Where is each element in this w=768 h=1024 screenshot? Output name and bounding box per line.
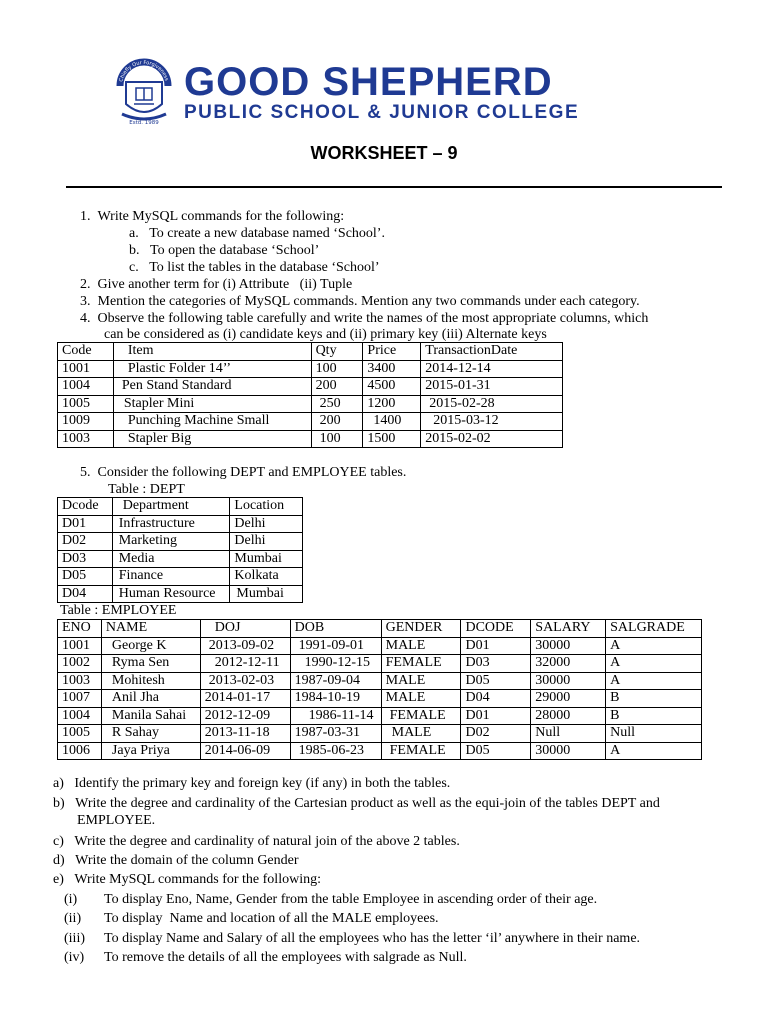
column-header: SALGRADE <box>606 620 702 638</box>
table-cell: 1007 <box>58 690 102 708</box>
table-cell: Anil Jha <box>101 690 200 708</box>
table-cell: 32000 <box>531 655 606 673</box>
items-table-header <box>58 343 563 361</box>
subitem-number: (iii) <box>64 931 85 946</box>
question-4-line2: can be considered as (i) candidate keys and (ii) primary key (iii) Alternate keys <box>104 327 547 342</box>
table-cell: Stapler Mini <box>113 395 311 413</box>
worksheet-title: WORKSHEET – 9 <box>310 143 458 163</box>
table-cell: Mohitesh <box>101 672 200 690</box>
svg-text:Chiefly Our Forgiveness <box>118 60 169 82</box>
table-cell: 100 <box>311 360 363 378</box>
table-cell: Pen Stand Standard <box>113 378 311 396</box>
table-cell: 29000 <box>531 690 606 708</box>
column-header: NAME <box>101 620 200 638</box>
question-1c: c. To list the tables in the database ‘School’ <box>129 260 380 275</box>
column-header: Qty <box>311 343 363 361</box>
table-cell: 1002 <box>58 655 102 673</box>
table-cell: D05 <box>461 672 531 690</box>
table-row <box>58 672 702 690</box>
subitem-text: To remove the details of all the employees with salgrade as Null. <box>104 950 467 965</box>
table-cell: B <box>606 707 702 725</box>
column-header: GENDER <box>381 620 461 638</box>
subquestion-e: e) Write MySQL commands for the following: <box>53 872 321 887</box>
table-cell: D03 <box>461 655 531 673</box>
question-3: 3. Mention the categories of MySQL commands. Mention any two commands under each category. <box>80 294 640 309</box>
table-cell: 1500 <box>363 430 421 448</box>
table-cell: Ryma Sen <box>101 655 200 673</box>
table-cell: Delhi <box>230 533 303 551</box>
subquestion-b: b) Write the degree and cardinality of the Cartesian product as well as the equi-join of the tables DEPT and <box>53 796 660 811</box>
table-cell: 2012-12-11 <box>200 655 290 673</box>
table-cell: 1003 <box>58 430 114 448</box>
question-4-line1: 4. Observe the following table carefully and write the names of the most appropriate columns, which <box>80 311 649 326</box>
table-cell: Punching Machine Small <box>113 413 311 431</box>
table-cell: 28000 <box>531 707 606 725</box>
table-cell: B <box>606 690 702 708</box>
table-cell: Infrastructure <box>112 515 230 533</box>
table-cell: D05 <box>461 742 531 760</box>
table-cell: A <box>606 637 702 655</box>
subitem-number: (i) <box>64 892 78 907</box>
table-row <box>58 430 563 448</box>
table-cell: MALE <box>381 690 461 708</box>
school-crest-logo <box>112 58 176 126</box>
table-row <box>58 690 702 708</box>
column-header: Department <box>112 498 230 516</box>
table-cell: 1986-11-14 <box>290 707 381 725</box>
table-cell: 4500 <box>363 378 421 396</box>
dept-table <box>57 497 303 603</box>
table-cell: FEMALE <box>381 655 461 673</box>
table-cell: A <box>606 672 702 690</box>
table-cell: 1987-09-04 <box>290 672 381 690</box>
subitem-text: To display Name and location of all the MALE employees. <box>104 911 439 926</box>
question-1: 1. Write MySQL commands for the following: <box>80 209 345 224</box>
table-cell: Kolkata <box>230 568 303 586</box>
subquestion-c: c) Write the degree and cardinality of natural join of the above 2 tables. <box>53 834 460 849</box>
subquestion-a: a) Identify the primary key and foreign key (if any) in both the tables. <box>53 776 451 791</box>
subquestion-b-cont: EMPLOYEE. <box>77 813 156 828</box>
employee-table-caption: Table : EMPLOYEE <box>60 603 177 618</box>
table-cell: 2015-01-31 <box>421 378 563 396</box>
question-1a: a. To create a new database named ‘School’. <box>129 226 385 241</box>
question-2: 2. Give another term for (i) Attribute (ii) Tuple <box>80 277 353 292</box>
table-cell: 200 <box>311 378 363 396</box>
table-row <box>58 515 303 533</box>
column-header: ENO <box>58 620 102 638</box>
subitem-number: (ii) <box>64 911 82 926</box>
table-cell: D02 <box>58 533 113 551</box>
table-cell: D02 <box>461 725 531 743</box>
table-cell: 2015-02-28 <box>421 395 563 413</box>
column-header: Code <box>58 343 114 361</box>
column-header: DCODE <box>461 620 531 638</box>
logo-motto: Chiefly Our Forgiveness <box>118 59 170 83</box>
table-cell: 2012-12-09 <box>200 707 290 725</box>
table-row <box>58 533 303 551</box>
table-cell: 1003 <box>58 672 102 690</box>
subitem-number: (iv) <box>64 950 85 965</box>
table-cell: Null <box>531 725 606 743</box>
table-row <box>58 395 563 413</box>
column-header: TransactionDate <box>421 343 563 361</box>
logo-estd: Estd. 1989 <box>129 120 159 126</box>
table-row <box>58 360 563 378</box>
table-cell: 1004 <box>58 707 102 725</box>
school-subtitle: PUBLIC SCHOOL & JUNIOR COLLEGE <box>184 102 580 123</box>
school-header <box>112 58 692 128</box>
table-cell: 2013-11-18 <box>200 725 290 743</box>
table-cell: 1005 <box>58 725 102 743</box>
table-cell: 1005 <box>58 395 114 413</box>
table-cell: D01 <box>461 637 531 655</box>
table-cell: 1985-06-23 <box>290 742 381 760</box>
table-cell: D04 <box>461 690 531 708</box>
column-header: Location <box>230 498 303 516</box>
table-cell: 1991-09-01 <box>290 637 381 655</box>
question-5: 5. Consider the following DEPT and EMPLOYEE tables. <box>80 465 407 480</box>
table-cell: 250 <box>311 395 363 413</box>
table-cell: 1987-03-31 <box>290 725 381 743</box>
table-cell: 1200 <box>363 395 421 413</box>
table-row <box>58 725 702 743</box>
school-name: GOOD SHEPHERD <box>184 60 553 104</box>
items-table <box>57 342 563 448</box>
table-cell: 1004 <box>58 378 114 396</box>
table-cell: FEMALE <box>381 742 461 760</box>
table-cell: Plastic Folder 14’’ <box>113 360 311 378</box>
question-1b: b. To open the database ‘School’ <box>129 243 320 258</box>
table-cell: MALE <box>381 672 461 690</box>
table-cell: 2013-02-03 <box>200 672 290 690</box>
table-cell: 200 <box>311 413 363 431</box>
table-cell: Manila Sahai <box>101 707 200 725</box>
table-cell: D04 <box>58 585 113 603</box>
table-row <box>58 413 563 431</box>
table-cell: Mumbai <box>230 550 303 568</box>
column-header: Dcode <box>58 498 113 516</box>
table-cell: 3400 <box>363 360 421 378</box>
column-header: Price <box>363 343 421 361</box>
table-cell: Stapler Big <box>113 430 311 448</box>
table-row <box>58 568 303 586</box>
employee-table <box>57 619 702 760</box>
table-cell: 30000 <box>531 637 606 655</box>
table-cell: A <box>606 742 702 760</box>
table-cell: Delhi <box>230 515 303 533</box>
table-cell: 1001 <box>58 637 102 655</box>
table-cell: 1990-12-15 <box>290 655 381 673</box>
table-cell: D01 <box>461 707 531 725</box>
table-cell: Human Resource <box>112 585 230 603</box>
table-row <box>58 655 702 673</box>
table-row <box>58 707 702 725</box>
table-cell: 2014-12-14 <box>421 360 563 378</box>
table-cell: 30000 <box>531 672 606 690</box>
table-cell: 100 <box>311 430 363 448</box>
table-cell: George K <box>101 637 200 655</box>
table-cell: D05 <box>58 568 113 586</box>
table-cell: FEMALE <box>381 707 461 725</box>
table-cell: 1001 <box>58 360 114 378</box>
table-cell: 1400 <box>363 413 421 431</box>
column-header: DOB <box>290 620 381 638</box>
table-row <box>58 585 303 603</box>
table-cell: A <box>606 655 702 673</box>
employee-table-header <box>58 620 702 638</box>
table-cell: 1009 <box>58 413 114 431</box>
table-cell: MALE <box>381 637 461 655</box>
dept-table-header <box>58 498 303 516</box>
table-cell: 2014-01-17 <box>200 690 290 708</box>
table-cell: 1006 <box>58 742 102 760</box>
table-cell: D03 <box>58 550 113 568</box>
column-header: SALARY <box>531 620 606 638</box>
column-header: DOJ <box>200 620 290 638</box>
table-cell: Jaya Priya <box>101 742 200 760</box>
subitem-text: To display Eno, Name, Gender from the table Employee in ascending order of their age. <box>104 892 598 907</box>
column-header: Item <box>113 343 311 361</box>
table-cell: 2014-06-09 <box>200 742 290 760</box>
table-row <box>58 550 303 568</box>
table-row <box>58 378 563 396</box>
table-cell: 2015-03-12 <box>421 413 563 431</box>
subitem-text: To display Name and Salary of all the employees who has the letter ‘il’ anywhere in their name. <box>104 931 641 946</box>
table-cell: Marketing <box>112 533 230 551</box>
table-cell: 1984-10-19 <box>290 690 381 708</box>
table-cell: MALE <box>381 725 461 743</box>
table-cell: 2015-02-02 <box>421 430 563 448</box>
title-underline <box>66 186 722 188</box>
table-row <box>58 742 702 760</box>
table-cell: Media <box>112 550 230 568</box>
table-row <box>58 637 702 655</box>
table-cell: 30000 <box>531 742 606 760</box>
table-cell: 2013-09-02 <box>200 637 290 655</box>
table-cell: D01 <box>58 515 113 533</box>
table-cell: Mumbai <box>230 585 303 603</box>
dept-table-caption: Table : DEPT <box>108 482 185 497</box>
table-cell: Null <box>606 725 702 743</box>
table-cell: Finance <box>112 568 230 586</box>
table-cell: R Sahay <box>101 725 200 743</box>
subquestion-d: d) Write the domain of the column Gender <box>53 853 299 868</box>
